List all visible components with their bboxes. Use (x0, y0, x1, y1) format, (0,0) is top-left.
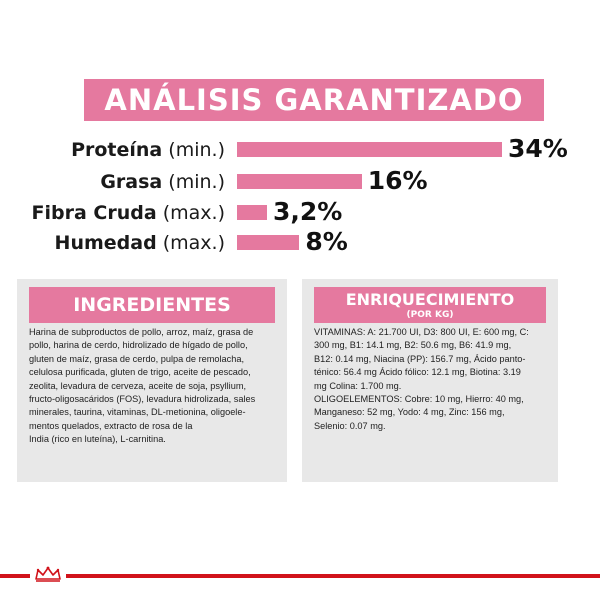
ingredients-line: India (rico en luteína), L-carnitina. (29, 434, 166, 445)
enrichment-text (314, 326, 546, 433)
ingredients-line: zeolita, levadura de cerveza, aceite de soja, psyllium, (29, 380, 247, 391)
footer-red-line (0, 574, 600, 578)
analysis-name: Grasa (100, 171, 163, 193)
analysis-row-moisture (0, 229, 600, 257)
analysis-name: Humedad (54, 232, 157, 254)
analysis-row-fat (0, 168, 600, 196)
analysis-name: Proteína (71, 139, 163, 161)
enrichment-subtitle: (POR KG) (406, 310, 454, 320)
analysis-name: Fibra Cruda (31, 202, 157, 224)
ingredients-text (29, 326, 275, 447)
analysis-value: 16% (367, 166, 428, 195)
analysis-value: 8% (305, 227, 348, 256)
analysis-bar (237, 174, 362, 189)
analysis-value: 3,2% (273, 197, 343, 226)
ingredients-line: mentos quelados, extracto de rosa de la (29, 420, 193, 431)
ingredients-line: fructo-oligosacáridos (FOS), levadura hidrolizada, sales (29, 394, 256, 405)
analysis-qualifier: (max.) (162, 232, 225, 254)
guaranteed-analysis-title-band (84, 79, 544, 121)
ingredients-title: INGREDIENTES (73, 294, 231, 316)
ingredients-line: celulosa purificada, gluten de trigo, aceite de pescado, (29, 367, 251, 378)
enrichment-line: Manganeso: 52 mg, Yodo: 4 mg, Zinc: 156 mg, (314, 407, 505, 418)
analysis-value: 34% (508, 134, 568, 163)
ingredients-line: gluten de maíz, grasa de cerdo, pulpa de remolacha, (29, 353, 245, 364)
ingredients-panel (17, 279, 287, 482)
enrichment-line: OLIGOELEMENTOS: Cobre: 10 mg, Hierro: 40 mg, (314, 394, 524, 405)
crown-icon (33, 566, 63, 582)
analysis-label (71, 136, 225, 164)
guaranteed-analysis-title: ANÁLISIS GARANTIZADO (104, 83, 524, 117)
ingredients-line: pollo, harina de cerdo, hidrolizado de hígado de pollo, (29, 340, 248, 351)
ingredients-line: Harina de subproductos de pollo, arroz, maíz, grasa de (29, 327, 254, 337)
enrichment-line: VITAMINAS: A: 21.700 UI, D3: 800 UI, E: 600 mg, C: (314, 327, 529, 337)
enrichment-title: ENRIQUECIMIENTO (345, 290, 515, 309)
enrichment-panel (302, 279, 558, 482)
analysis-row-protein (0, 136, 600, 164)
analysis-bar (237, 205, 267, 220)
ingredients-line: minerales, taurina, vitaminas, DL-metionina, oligoele- (29, 407, 246, 418)
analysis-bar (237, 142, 502, 157)
analysis-bar (237, 235, 299, 250)
enrichment-line: 300 mg, B1: 14.1 mg, B2: 50.6 mg, B6: 41.9 mg, (314, 340, 512, 351)
analysis-qualifier: (min.) (168, 171, 225, 193)
enrichment-line: Selenio: 0.07 mg. (314, 420, 386, 431)
enrichment-line: B12: 0.14 mg, Niacina (PP): 156.7 mg, Ácido panto- (314, 353, 526, 364)
enrichment-header (314, 287, 546, 323)
analysis-qualifier: (max.) (162, 202, 225, 224)
ingredients-header (29, 287, 275, 323)
analysis-label (55, 229, 225, 257)
analysis-qualifier: (min.) (168, 139, 225, 161)
analysis-row-fiber (0, 199, 600, 227)
analysis-label (32, 199, 225, 227)
enrichment-line: mg Colina: 1.700 mg. (314, 380, 402, 391)
analysis-label (100, 168, 225, 196)
enrichment-line: ténico: 56.4 mg Ácido fólico: 12.1 mg, Biotina: 3.19 (314, 367, 521, 378)
footer-logo (30, 563, 66, 585)
